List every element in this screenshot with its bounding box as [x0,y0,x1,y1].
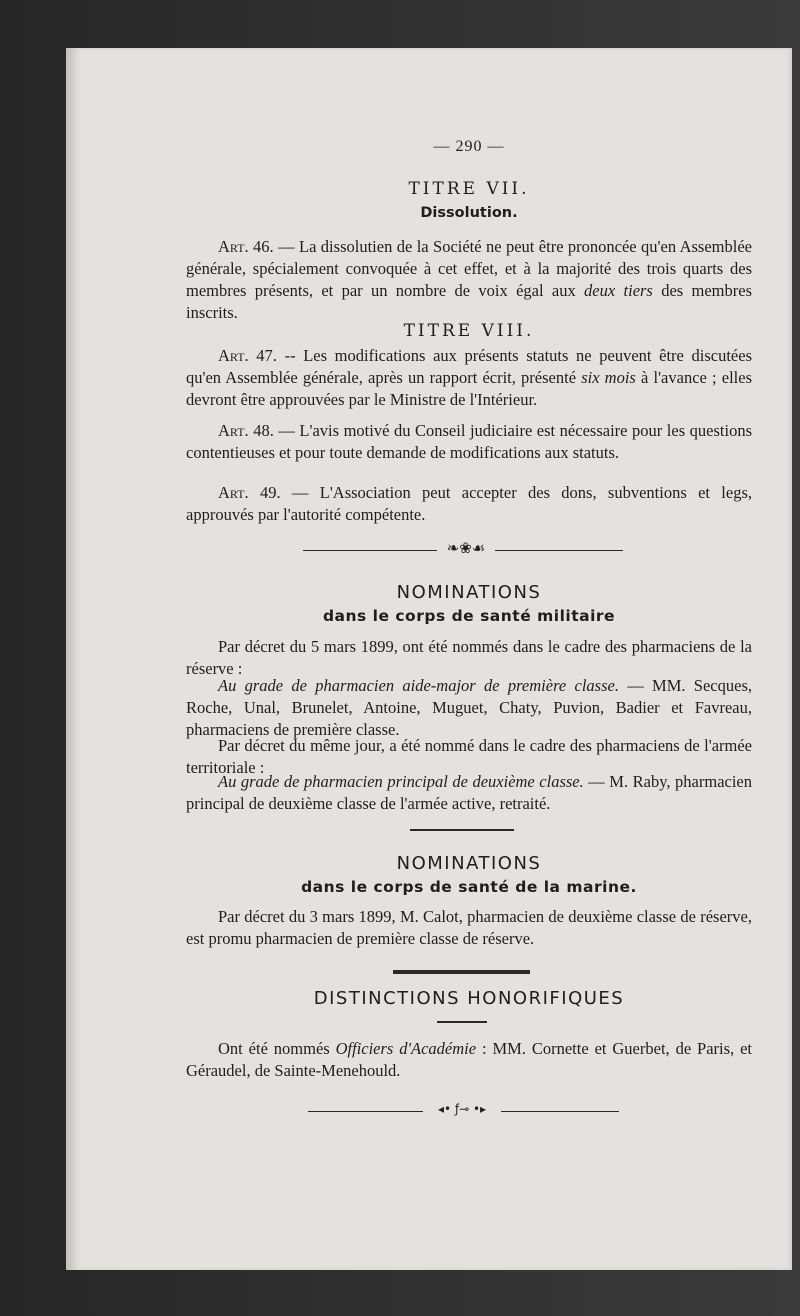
article-46 [186,236,752,324]
militaire-paragraph-1: Par décret du 5 mars 1899, ont été nommés dans le cadre des pharmaciens de la réserve : [186,637,752,678]
article-47-text: -- Les modifications aux présents statuts ne peuvent être discutées qu'en Assemblée générale, après un rapport écrit, présenté [186,346,753,387]
militaire-paragraph-2 [186,675,752,741]
militaire-paragraph-4-text: — M. Raby, pharmacien principal de deuxième classe de l'armée active, retraité. [186,772,753,813]
fleuron-ornament: ❧❀☙ [446,539,486,557]
distinctions-heading: DISTINCTIONS HONORIFIQUES [313,988,625,1009]
nominations-militaire-subheading: dans le corps de santé militaire [322,607,616,625]
distinctions-paragraph [186,1038,752,1082]
article-48-text: — L'avis motivé du Conseil judiciaire est nécessaire pour les questions contentieuses et pour toute demande de modifications aux statuts. [186,421,753,462]
article-46-text: — La dissolutien de la Société ne peut être prononcée qu'en Assemblée générale, spécialement convoquée à cet effet, et à la majorité des trois quarts des membres présents, et par un nombre de voix égal aux [186,237,752,300]
end-ornament: ◂• ƒ⊸ •▸ [437,1102,487,1116]
section-divider-thick [393,970,530,974]
article-49-label: Art. 49. [218,483,281,502]
end-rule-left [308,1111,423,1112]
page-number: — 290 — [433,138,505,155]
article-46-label: Art. 46. [218,237,274,256]
dissolution-subheading: Dissolution. [420,205,518,221]
ornament-rule-right [495,550,623,551]
militaire-paragraph-3: Par décret du même jour, a été nommé dans le cadre des pharmaciens de l'armée territoriale : [186,736,752,777]
article-46-end: des membres inscrits. [186,281,752,322]
article-47-end: à l'avance ; elles devront être approuvées par le Ministre de l'Intérieur. [186,368,752,409]
distinctions-paragraph-end: : MM. Cornette et Guerbet, de Paris, et Géraudel, de Sainte-Menehould. [186,1039,752,1080]
nominations-marine-heading: NOMINATIONS [396,853,542,874]
article-47-emphasis: six mois [581,368,636,387]
nominations-militaire-heading: NOMINATIONS [396,582,542,603]
page-binding-shadow [66,48,80,1270]
article-49-text: — L'Association peut accepter des dons, subventions et legs, approuvés par l'autorité compétente. [186,483,753,524]
militaire-grade-aide-major: Au grade de pharmacien aide-major de première classe. [218,676,619,695]
section-divider-short [410,829,514,831]
ornament-rule-left [303,550,437,551]
officiers-academie: Officiers d'Académie [335,1039,477,1058]
militaire-paragraph-4 [186,771,752,815]
titre-viii-heading: TITRE VIII. [403,321,535,341]
nominations-marine-subheading: dans le corps de santé de la marine. [301,878,637,896]
article-47 [186,345,752,411]
marine-paragraph-1: Par décret du 3 mars 1899, M. Calot, pharmacien de deuxième classe de réserve, est promu pharmacien de première classe de réserve. [186,907,752,948]
titre-vii-heading: TITRE VII. [408,179,530,199]
end-rule-right [501,1111,619,1112]
militaire-paragraph-2-text: — MM. Secques, Roche, Unal, Brunelet, Antoine, Muguet, Chaty, Puvion, Badier et Favreau, pharmaciens de première classe. [186,676,752,739]
article-46-emphasis: deux tiers [584,281,653,300]
militaire-grade-principal: Au grade de pharmacien principal de deuxième classe. [218,772,584,791]
article-47-label: Art. 47. [218,346,277,365]
distinctions-underline [437,1021,487,1023]
article-48-label: Art. 48. [218,421,274,440]
distinctions-paragraph-start: Ont été nommés [218,1039,336,1058]
article-49 [186,482,752,526]
article-48 [186,420,752,464]
